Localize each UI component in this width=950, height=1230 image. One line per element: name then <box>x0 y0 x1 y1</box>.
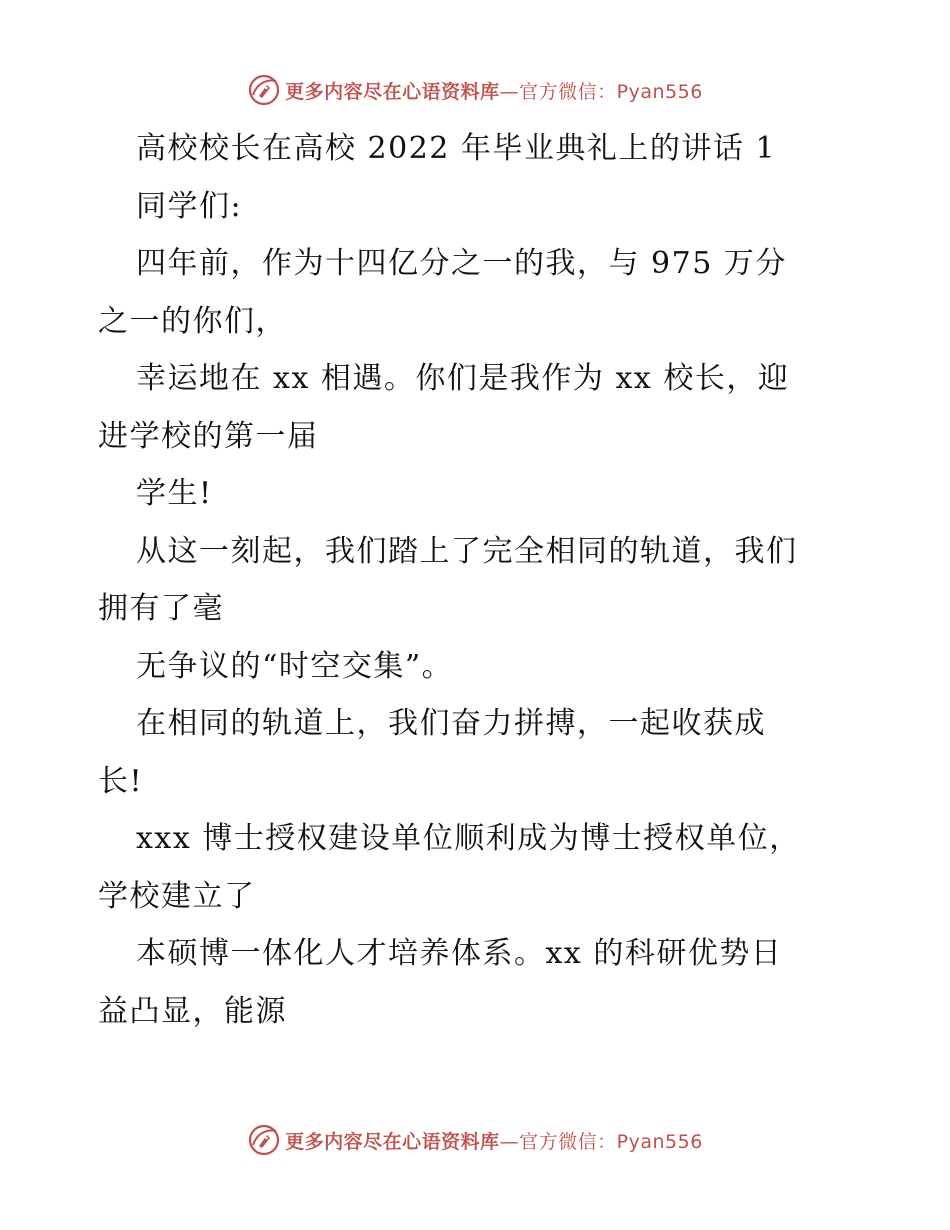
doc-line: 益凸显，能源 <box>98 993 287 1029</box>
doc-line: 拥有了毫 <box>98 591 224 626</box>
banner-text <box>285 77 703 104</box>
doc-line: 高校校长在高校 2022 年毕业典礼上的讲话 1 <box>136 131 777 166</box>
doc-line: 进学校的第一届 <box>98 418 319 454</box>
header-banner <box>0 70 950 110</box>
pen-nib-logo-icon <box>247 73 281 107</box>
doc-line: 学生! <box>136 476 213 511</box>
banner-site-text: 更多内容尽在心语资料库 <box>285 1130 500 1153</box>
doc-line: 从这一刻起，我们踏上了完全相同的轨道，我们 <box>136 533 798 569</box>
banner-dash: — <box>499 1130 520 1153</box>
banner-site-text: 更多内容尽在心语资料库 <box>285 80 500 103</box>
banner-contact-text: 官方微信：Pyan556 <box>519 80 703 103</box>
doc-line: xxx 博士授权建设单位顺利成为博士授权单位， <box>136 821 801 856</box>
footer-banner <box>0 1120 950 1160</box>
banner-dash: — <box>499 80 520 103</box>
banner-text <box>285 1127 703 1154</box>
pen-nib-logo-icon <box>247 1123 281 1157</box>
doc-line: 四年前，作为十四亿分之一的我，与 975 万分 <box>136 246 787 281</box>
doc-line: 本硕博一体化人才培养体系。xx 的科研优势日 <box>136 936 783 971</box>
doc-line: 长! <box>98 763 144 799</box>
doc-line: 幸运地在 xx 相遇。你们是我作为 xx 校长，迎 <box>136 361 790 396</box>
doc-line: 在相同的轨道上，我们奋力拼搏，一起收获成 <box>136 706 766 741</box>
doc-line: 之一的你们， <box>98 303 287 339</box>
document-body <box>98 120 858 1040</box>
doc-line: 无争议的“时空交集”。 <box>136 648 454 684</box>
doc-line: 学校建立了 <box>98 878 256 914</box>
banner-contact-text: 官方微信：Pyan556 <box>519 1130 703 1153</box>
doc-line: 同学们: <box>136 188 243 224</box>
